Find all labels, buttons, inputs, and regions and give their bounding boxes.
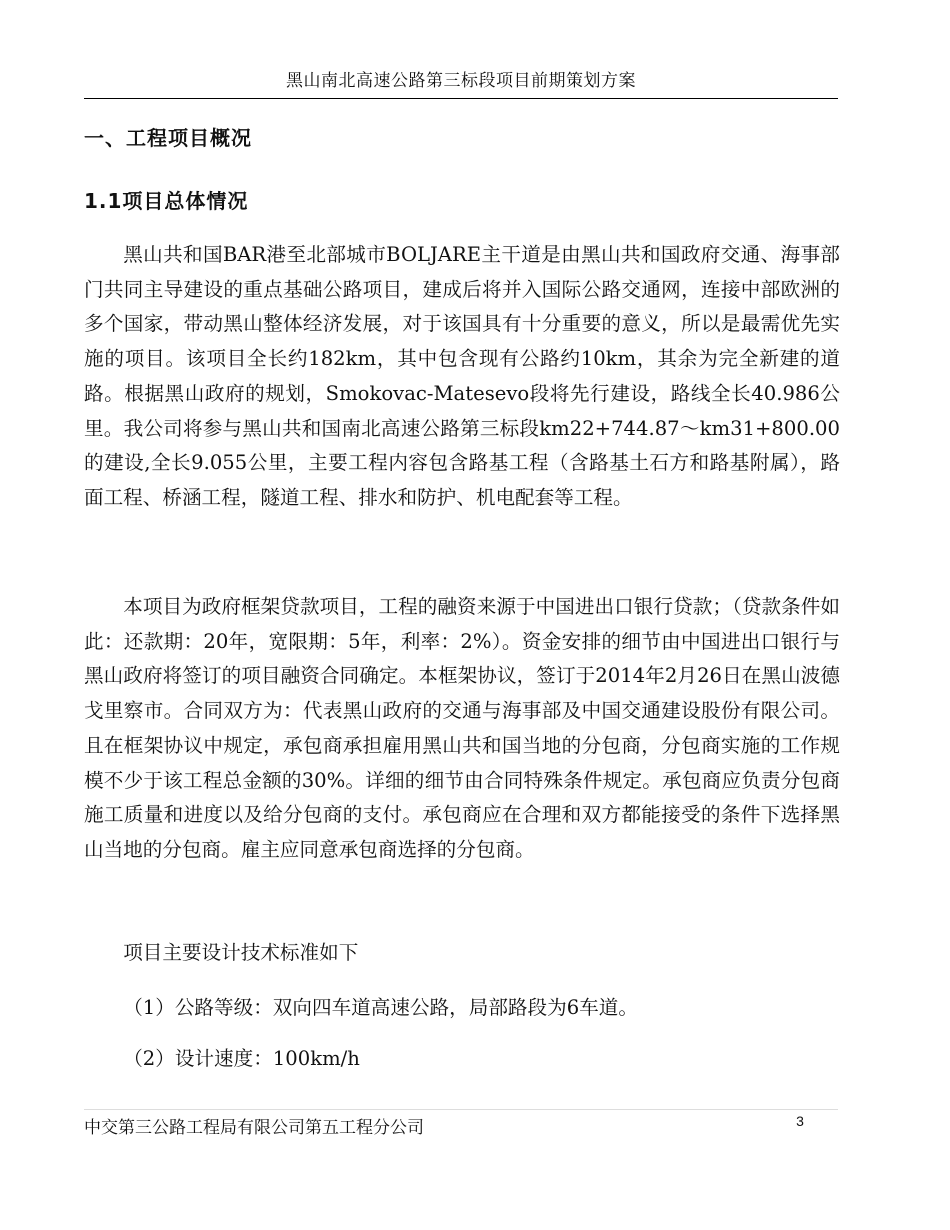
paragraph-standards-intro: 项目主要设计技术标准如下	[123, 941, 359, 964]
paragraph-financing: 本项目为政府框架贷款项目，工程的融资来源于中国进出口银行贷款；（贷款条件如此：还款期：20年，宽限期：5年，利率：2%）。资金安排的细节由中国进出口银行与黑山政府将签订的项目融资合同确定。本框架协议，签订于2014年2月26日在黑山波德戈里察市。合同双方为：代表黑山政府的交通与海事部及中国交通建设股份有限公司。且在框架协议中规定，承包商承担雇用黑山共和国当地的分包商，分包商实施的工作规模不少于该工程总金额的30%。详细的细节由合同特殊条件规定。承包商应负责分包商施工质量和进度以及给分包商的支付。承包商应在合理和双方都能接受的条件下选择黑山当地的分包商。雇主应同意承包商选择的分包商。	[84, 595, 840, 861]
list-item-highway-grade: （1）公路等级：双向四车道高速公路，局部路段为6车道。	[123, 996, 638, 1019]
section-heading: 一、工程项目概况	[84, 126, 252, 150]
subsection-heading: 1.1项目总体情况	[84, 189, 249, 213]
footer-company-name: 中交第三公路工程局有限公司第五工程分公司	[84, 1118, 424, 1138]
paragraph-project-overview: 黑山共和国BAR港至北部城市BOLJARE主干道是由黑山共和国政府交通、海事部门共同主导建设的重点基础公路项目，建成后将并入国际公路交通网，连接中部欧洲的多个国家，带动黑山整体经济发展，对于该国具有十分重要的意义，所以是最需优先实施的项目。该项目全长约182km，其中包含现有公路约10km，其余为完全新建的道路。根据黑山政府的规划，Smokovac-Matesevo段将先行建设，路线全长40.986公里。我公司将参与黑山共和国南北高速公路第三标段km22+744.87～km31+800.00的建设,全长9.055公里，主要工程内容包含路基工程（含路基土石方和路基附属），路面工程、桥涵工程，隧道工程、排水和防护、机电配套等工程。	[84, 243, 840, 509]
header-divider	[84, 98, 838, 99]
list-item-design-speed: （2）设计速度：100km/h	[123, 1047, 360, 1070]
page-number: 3	[796, 1113, 804, 1129]
footer-divider	[84, 1109, 838, 1110]
running-header-title: 黑山南北高速公路第三标段项目前期策划方案	[286, 71, 636, 91]
